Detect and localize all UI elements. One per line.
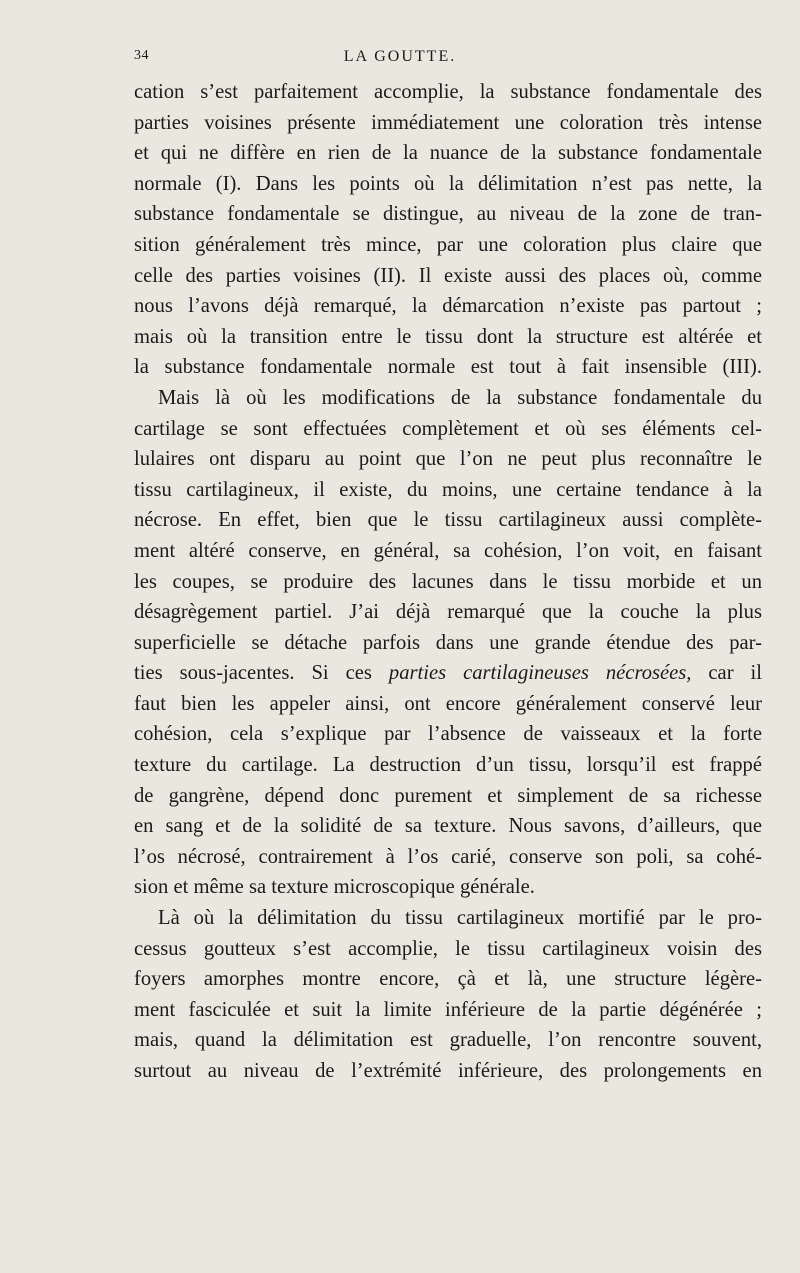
- text-line: cohésion, cela s’explique par l’absence de vaisseaux et la forte: [134, 723, 762, 746]
- text-line: ment altéré conserve, en général, sa cohésion, l’on voit, en faisant: [134, 539, 762, 562]
- text-line: substance fondamentale se distingue, au niveau de la zone de tran-: [134, 203, 762, 226]
- text-line: nous l’avons déjà remarqué, la démarcation n’existe pas partout ;: [134, 295, 762, 318]
- text-line: texture du cartilage. La destruction d’un tissu, lorsqu’il est frappé: [134, 754, 762, 777]
- text-line: mais où la transition entre le tissu dont la structure est altérée et: [134, 325, 762, 348]
- text-line: sion et même sa texture microscopique générale.: [134, 876, 535, 899]
- text-line: la substance fondamentale normale est tout à fait insensible (III).: [134, 356, 762, 379]
- text-line: foyers amorphes montre encore, çà et là, une structure légère-: [134, 968, 762, 991]
- text-line: cation s’est parfaitement accomplie, la substance fondamentale des: [134, 81, 762, 103]
- text-line: cessus goutteux s’est accomplie, le tissu cartilagineux voisin des: [134, 937, 762, 960]
- text-line: Là où la délimitation du tissu cartilagineux mortifié par le pro-: [158, 907, 762, 930]
- text-line: sition généralement très mince, par une coloration plus claire que: [134, 233, 762, 256]
- text-line: Mais là où les modifications de la substance fondamentale du: [158, 386, 762, 409]
- text-line: tissu cartilagineux, il existe, du moins, une certaine tendance à la: [134, 478, 762, 501]
- text-segment: car il: [691, 662, 762, 685]
- text-line: de gangrène, dépend donc purement et simplement de sa richesse: [134, 784, 762, 807]
- running-title: LA GOUTTE.: [343, 48, 457, 65]
- running-head: [0, 48, 800, 70]
- text-line: désagrègement partiel. J’ai déjà remarqué que la couche la plus: [134, 601, 762, 624]
- text-line: lulaires ont disparu au point que l’on ne peut plus reconnaître le: [134, 448, 762, 471]
- body-text: [134, 77, 762, 1087]
- text-segment: ties sous-jacentes. Si ces: [134, 662, 372, 685]
- text-line: ment fasciculée et suit la limite inférieure de la partie dégénérée ;: [134, 998, 762, 1021]
- text-line-mixed: [134, 658, 762, 689]
- text-line: faut bien les appeler ainsi, ont encore généralement conservé leur: [134, 692, 762, 715]
- text-line: parties voisines présente immédiatement une coloration très intense: [134, 111, 762, 134]
- text-line: en sang et de la solidité de sa texture. Nous savons, d’ailleurs, que: [134, 815, 762, 838]
- text-line: celle des parties voisines (II). Il existe aussi des places où, comme: [134, 264, 762, 287]
- text-line: mais, quand la délimitation est graduelle, l’on rencontre souvent,: [134, 1029, 762, 1052]
- page-number: 34: [134, 48, 149, 63]
- text-line: l’os nécrosé, contrairement à l’os carié, conserve son poli, sa cohé-: [134, 845, 762, 868]
- text-line: superficielle se détache parfois dans une grande étendue des par-: [134, 631, 762, 654]
- italic-phrase: parties cartilagineuses nécrosées,: [388, 662, 692, 685]
- text-line: les coupes, se produire des lacunes dans le tissu morbide et un: [134, 570, 762, 593]
- text-line: surtout au niveau de l’extrémité inférieure, des prolongements en: [134, 1060, 762, 1082]
- text-line: et qui ne diffère en rien de la nuance de la substance fondamentale: [134, 142, 762, 165]
- text-line: normale (I). Dans les points où la délimitation n’est pas nette, la: [134, 172, 762, 195]
- text-line: nécrose. En effet, bien que le tissu cartilagineux aussi complète-: [134, 509, 762, 532]
- text-line: cartilage se sont effectuées complètement et où ses éléments cel-: [134, 417, 762, 440]
